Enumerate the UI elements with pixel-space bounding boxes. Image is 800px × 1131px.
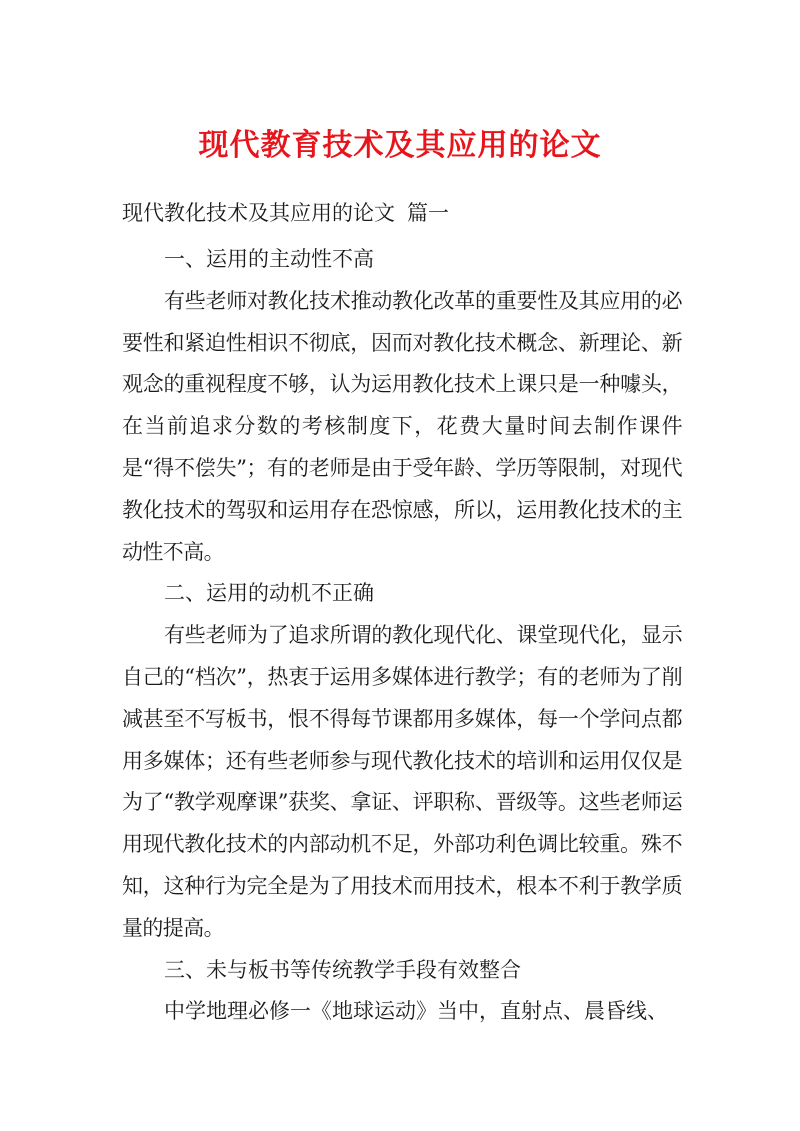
paragraph-2: 有些老师为了追求所谓的教化现代化、课堂现代化，显示自己的“档次”，热衷于运用多媒体进行教学；有的老师为了削减甚至不写板书，恨不得每节课都用多媒体，每一个学问点都用多媒体；还有些老师参与现代教化技术的培训和运用仅仅是为了“教学观摩课”获奖、拿证、评职称、晋级等。这些老师运用现代教化技术的内部动机不足，外部功利色调比较重。殊不知，这种行为完全是为了用技术而用技术，根本不利于教学质量的提高。 xyxy=(122,623,682,940)
subtitle-main: 现代教化技术及其应用的论文 xyxy=(122,201,395,225)
document-body xyxy=(122,239,682,1033)
paragraph-1: 有些老师对教化技术推动教化改革的重要性及其应用的必要性和紧迫性相识不彻底，因而对教化技术概念、新理论、新观念的重视程度不够，认为运用教化技术上课只是一种噱头，在当前追求分数的考核制度下，花费大量时间去制作课件是“得不偿失”；有的老师是由于受年龄、学历等限制，对现代教化技术的驾驭和运用存在恐惊感，所以，运用教化技术的主动性不高。 xyxy=(122,288,682,564)
paragraph-3: 中学地理必修一《地球运动》当中，直射点、晨昏线、 xyxy=(164,999,668,1024)
document-title: 现代教育技术及其应用的论文 xyxy=(198,128,602,163)
subtitle-part: 篇一 xyxy=(407,201,449,225)
document-subtitle xyxy=(122,196,449,230)
section-heading-1: 一、运用的主动性不高 xyxy=(164,247,374,271)
section-heading-3: 三、未与板书等传统教学手段有效整合 xyxy=(164,957,521,982)
section-heading-2: 二、运用的动机不正确 xyxy=(164,581,374,606)
